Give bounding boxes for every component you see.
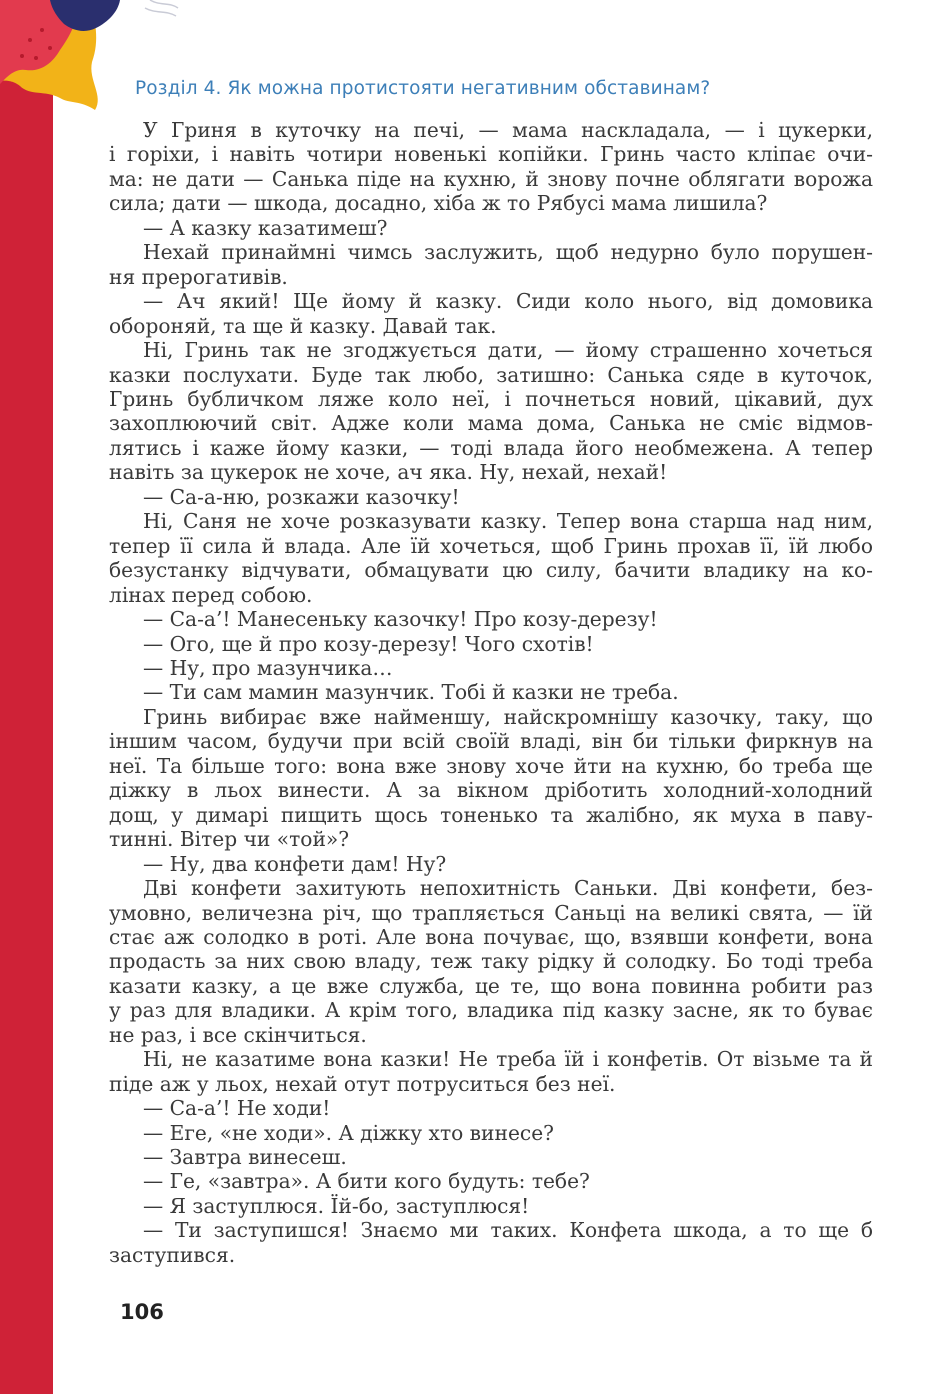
page-number: 106 — [120, 1300, 164, 1324]
text-line: стає аж солодко в роті. Але вона почуває, що, взявши конфети, вона — [109, 924, 873, 949]
text-line: казати казку, а це вже служба, це те, що вона повинна робити раз — [109, 973, 873, 998]
text-line: — Ну, про мазунчика… — [143, 655, 393, 680]
text-line: — А казку казатимеш? — [143, 215, 388, 240]
text-line: — Ти заступишся! Знаємо ми таких. Конфета шкода, а то ще б — [143, 1218, 873, 1243]
text-line: лінах перед собою. — [109, 582, 313, 607]
text-line: — Ти сам мамин мазунчик. Тобі й казки не треба. — [143, 680, 679, 705]
text-line: — Я заступлюся. Їй-бо, заступлюся! — [143, 1193, 530, 1218]
text-line: дощ, у димарі пищить щось тоненько та жалібно, як муха в паву- — [109, 802, 873, 827]
text-line: безустанку відчувати, обмацувати цю силу, бачити владику на ко- — [109, 558, 873, 583]
text-line: обороняй, та ще й казку. Давай так. — [109, 313, 497, 338]
text-line: Ні, Гринь так не згоджується дати, — йому страшенно хочеться — [143, 338, 873, 363]
text-line: Нехай принаймні чимсь заслужить, щоб недурно було порушен- — [143, 240, 873, 265]
text-line: — Ну, два конфети дам! Ну? — [143, 851, 447, 876]
text-line: умовно, величезна річ, що трапляється Саньці на великі свята, — їй — [109, 900, 873, 925]
text-line: — Ге, «завтра». А бити кого будуть: тебе? — [143, 1169, 590, 1194]
text-line: У Гриня в куточку на печі, — мама наскладала, — і цукерки, — [143, 118, 873, 142]
left-color-band — [0, 0, 53, 1394]
text-line: неї. Та більше того: вона вже знову хоче йти на кухню, бо треба ще — [109, 753, 873, 778]
text-line: казки послухати. Буде так любо, затишно: Санька сяде в куточок, — [109, 362, 873, 387]
text-line: Дві конфети захитують непохитність Саньки. Дві конфети, без- — [143, 876, 873, 901]
text-line: захоплюючий світ. Адже коли мама дома, Санька не сміє відмов- — [109, 411, 873, 436]
text-line: ма: не дати — Санька піде на кухню, й знову почне облягати ворожа — [109, 166, 873, 191]
text-line: піде аж у льох, нехай отут потруситься без неї. — [109, 1071, 616, 1096]
text-line: Гринь бубличком ляже коло неї, і почнеться новий, цікавий, дух — [109, 386, 873, 411]
text-line: Гринь вибирає вже найменшу, найскромнішу казочку, таку, що — [143, 704, 873, 729]
text-line: — Завтра винесеш. — [143, 1145, 347, 1170]
text-line: іншим часом, будучи при всій своїй владі, він би тільки фиркнув на — [109, 729, 873, 754]
text-line: заступився. — [109, 1242, 236, 1267]
text-line: — Еге, «не ходи». А діжку хто винесе? — [143, 1120, 554, 1145]
text-line: — Са-а-ню, розкажи казочку! — [143, 484, 460, 509]
text-line: Ні, не казатиме вона казки! Не треба їй і конфетів. От візьме та й — [143, 1047, 873, 1072]
text-line: у раз для владики. А крім того, владика під казку засне, як то буває — [109, 998, 873, 1023]
text-line: — Са-а’! Не ходи! — [143, 1096, 331, 1121]
text-line: навіть за цукерок не хоче, ач яка. Ну, нехай, нехай! — [109, 460, 668, 485]
text-line: не раз, і все скінчиться. — [109, 1022, 367, 1047]
text-line: Ні, Саня не хоче розказувати казку. Тепер вона старша над ним, — [143, 509, 873, 534]
text-line: — Са-а’! Манесеньку казочку! Про козу-дерезу! — [143, 607, 658, 632]
text-line: сила; дати — шкода, досадно, хіба ж то Рябусі мама лишила? — [109, 191, 768, 216]
story-text — [109, 118, 873, 1267]
text-line: лятись і каже йому казки, — тоді влада його необмежена. А тепер — [109, 435, 873, 460]
text-line: тинні. Вітер чи «той»? — [109, 827, 350, 852]
text-line: продасть за них свою владу, теж таку рідку й солодку. Бо тоді треба — [109, 949, 873, 974]
text-line: і горіхи, і навіть чотири новенькі копійки. Гринь часто кліпає очи- — [109, 142, 873, 167]
text-line: діжку в льох винести. А за вікном дріботить холодний-холодний — [109, 778, 873, 803]
text-line: тепер її сила й влада. Але їй хочеться, щоб Гринь прохав її, їй любо — [109, 533, 873, 558]
chapter-header: Розділ 4. Як можна протистояти негативним обставинам? — [135, 78, 711, 99]
text-line: — Ач який! Ще йому й казку. Сиди коло нього, від домовика — [143, 289, 873, 314]
text-line: ня прерогативів. — [109, 264, 288, 289]
text-line: — Ого, ще й про козу-дерезу! Чого схотів! — [143, 631, 594, 656]
